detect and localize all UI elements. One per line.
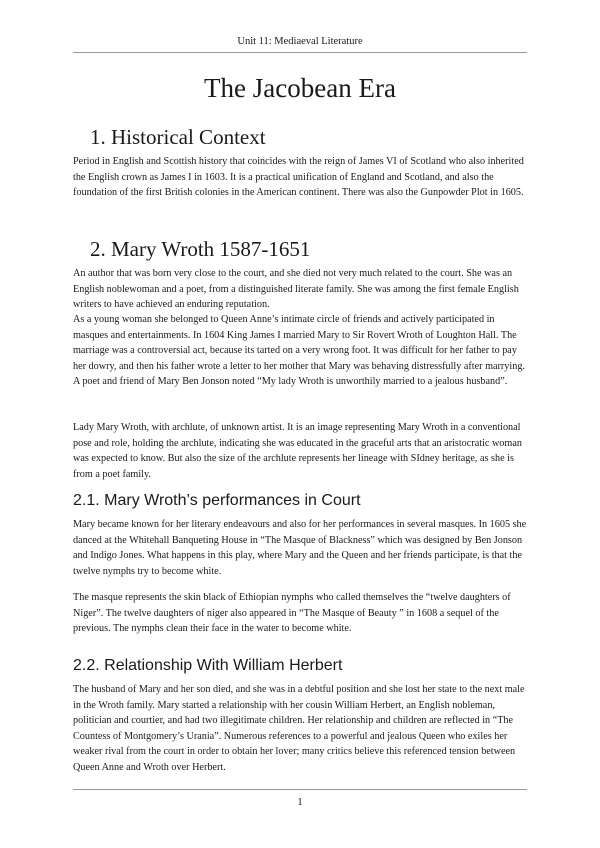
- running-header: Unit 11: Mediaeval Literature: [237, 36, 363, 47]
- paragraph-performances-1: Mary became known for her literary endeavours and also for her performances in several masques. In 1605 she danced at the Whitehall Banqueting House in “The Masque of Blackness” which was designed by Ben Jonson and Indigo Jones. What happens in this play, where Mary and the Queen and her friends participate, is that the twelve nymphs try to become white.: [73, 519, 527, 577]
- heading-relationship-herbert: 2.2. Relationship With William Herbert: [73, 657, 343, 674]
- footer-divider: [73, 789, 527, 790]
- heading-mary-wroth: 2. Mary Wroth 1587-1651: [90, 237, 311, 261]
- heading-performances: 2.1. Mary Wroth’s performances in Court: [73, 492, 361, 509]
- paragraph-historical-context: Period in English and Scottish history that coincides with the reign of James VI of Scotland who also inherited the English crown as James I in 1603. It is a practical unification of England and Scotland, and also the foundation of the first British colonies in the American continent. There was also the Gunpowder Plot in 1605.: [73, 156, 524, 199]
- paragraph-performances-2: The masque represents the skin black of Ethiopian nymphs who called themselves the “twelve daughters of Niger”. The twelve daughters of niger also appeared in “The Masque of Beauty ” in 1608 a sequel of the previous. The nymphs clean their face in the water to become white.: [73, 592, 511, 635]
- page-title: The Jacobean Era: [204, 73, 396, 103]
- paragraph-relationship-herbert: The husband of Mary and her son died, and she was in a debtful position and she lost her state to the next male in the Wroth family. Mary started a relationship with her cousin William Herbert, an English nobleman, politician and courtier, and had two illegitimate children. Her relationship and children are reflected in “The Countess of Montgomery’s Urania”. Numerous references to a powerful and jealous Queen who exiles her weaker rival from the court in order to obtain her lover; many critics believe this referenced tension between Queen Anne and Wroth over Herbert.: [73, 684, 525, 773]
- header-divider: [73, 52, 527, 53]
- paragraph-wroth-intro: An author that was born very close to the court, and she died not very much related to the court. She was an English noblewoman and a poet, from a distinguished literate family. She was among the first female English writers to have achieved an enduring reputation.: [73, 268, 519, 311]
- page-number: 1: [297, 796, 303, 808]
- paragraph-wroth-marriage: As a young woman she belonged to Queen Anne’s intimate circle of friends and actively participated in masques and entertainments. In 1604 King James I married Mary to Sir Rovert Wroth of Loughton Hall. The marriage was a controversial act, because its tarted on a very wrong foot. It was difficult for her father to pay her dowry, and then his father wrote a letter to her mother that Mary was behaving distressfully after marrying. A poet and friend of Mary Ben Jonson noted “My lady Wroth is unworthily married to a jealous husband”.: [73, 314, 525, 388]
- paragraph-wroth-portrait: Lady Mary Wroth, with archlute, of unknown artist. It is an image representing Mary Wroth in a conventional pose and role, holding the archlute, indicating she was educated in the graceful arts that an aristocratic woman was expected to know. But also the size of the archlute represents her lineage with SIdney heritage, as she is from a poet family.: [73, 422, 522, 480]
- heading-historical-context: 1. Historical Context: [90, 125, 266, 149]
